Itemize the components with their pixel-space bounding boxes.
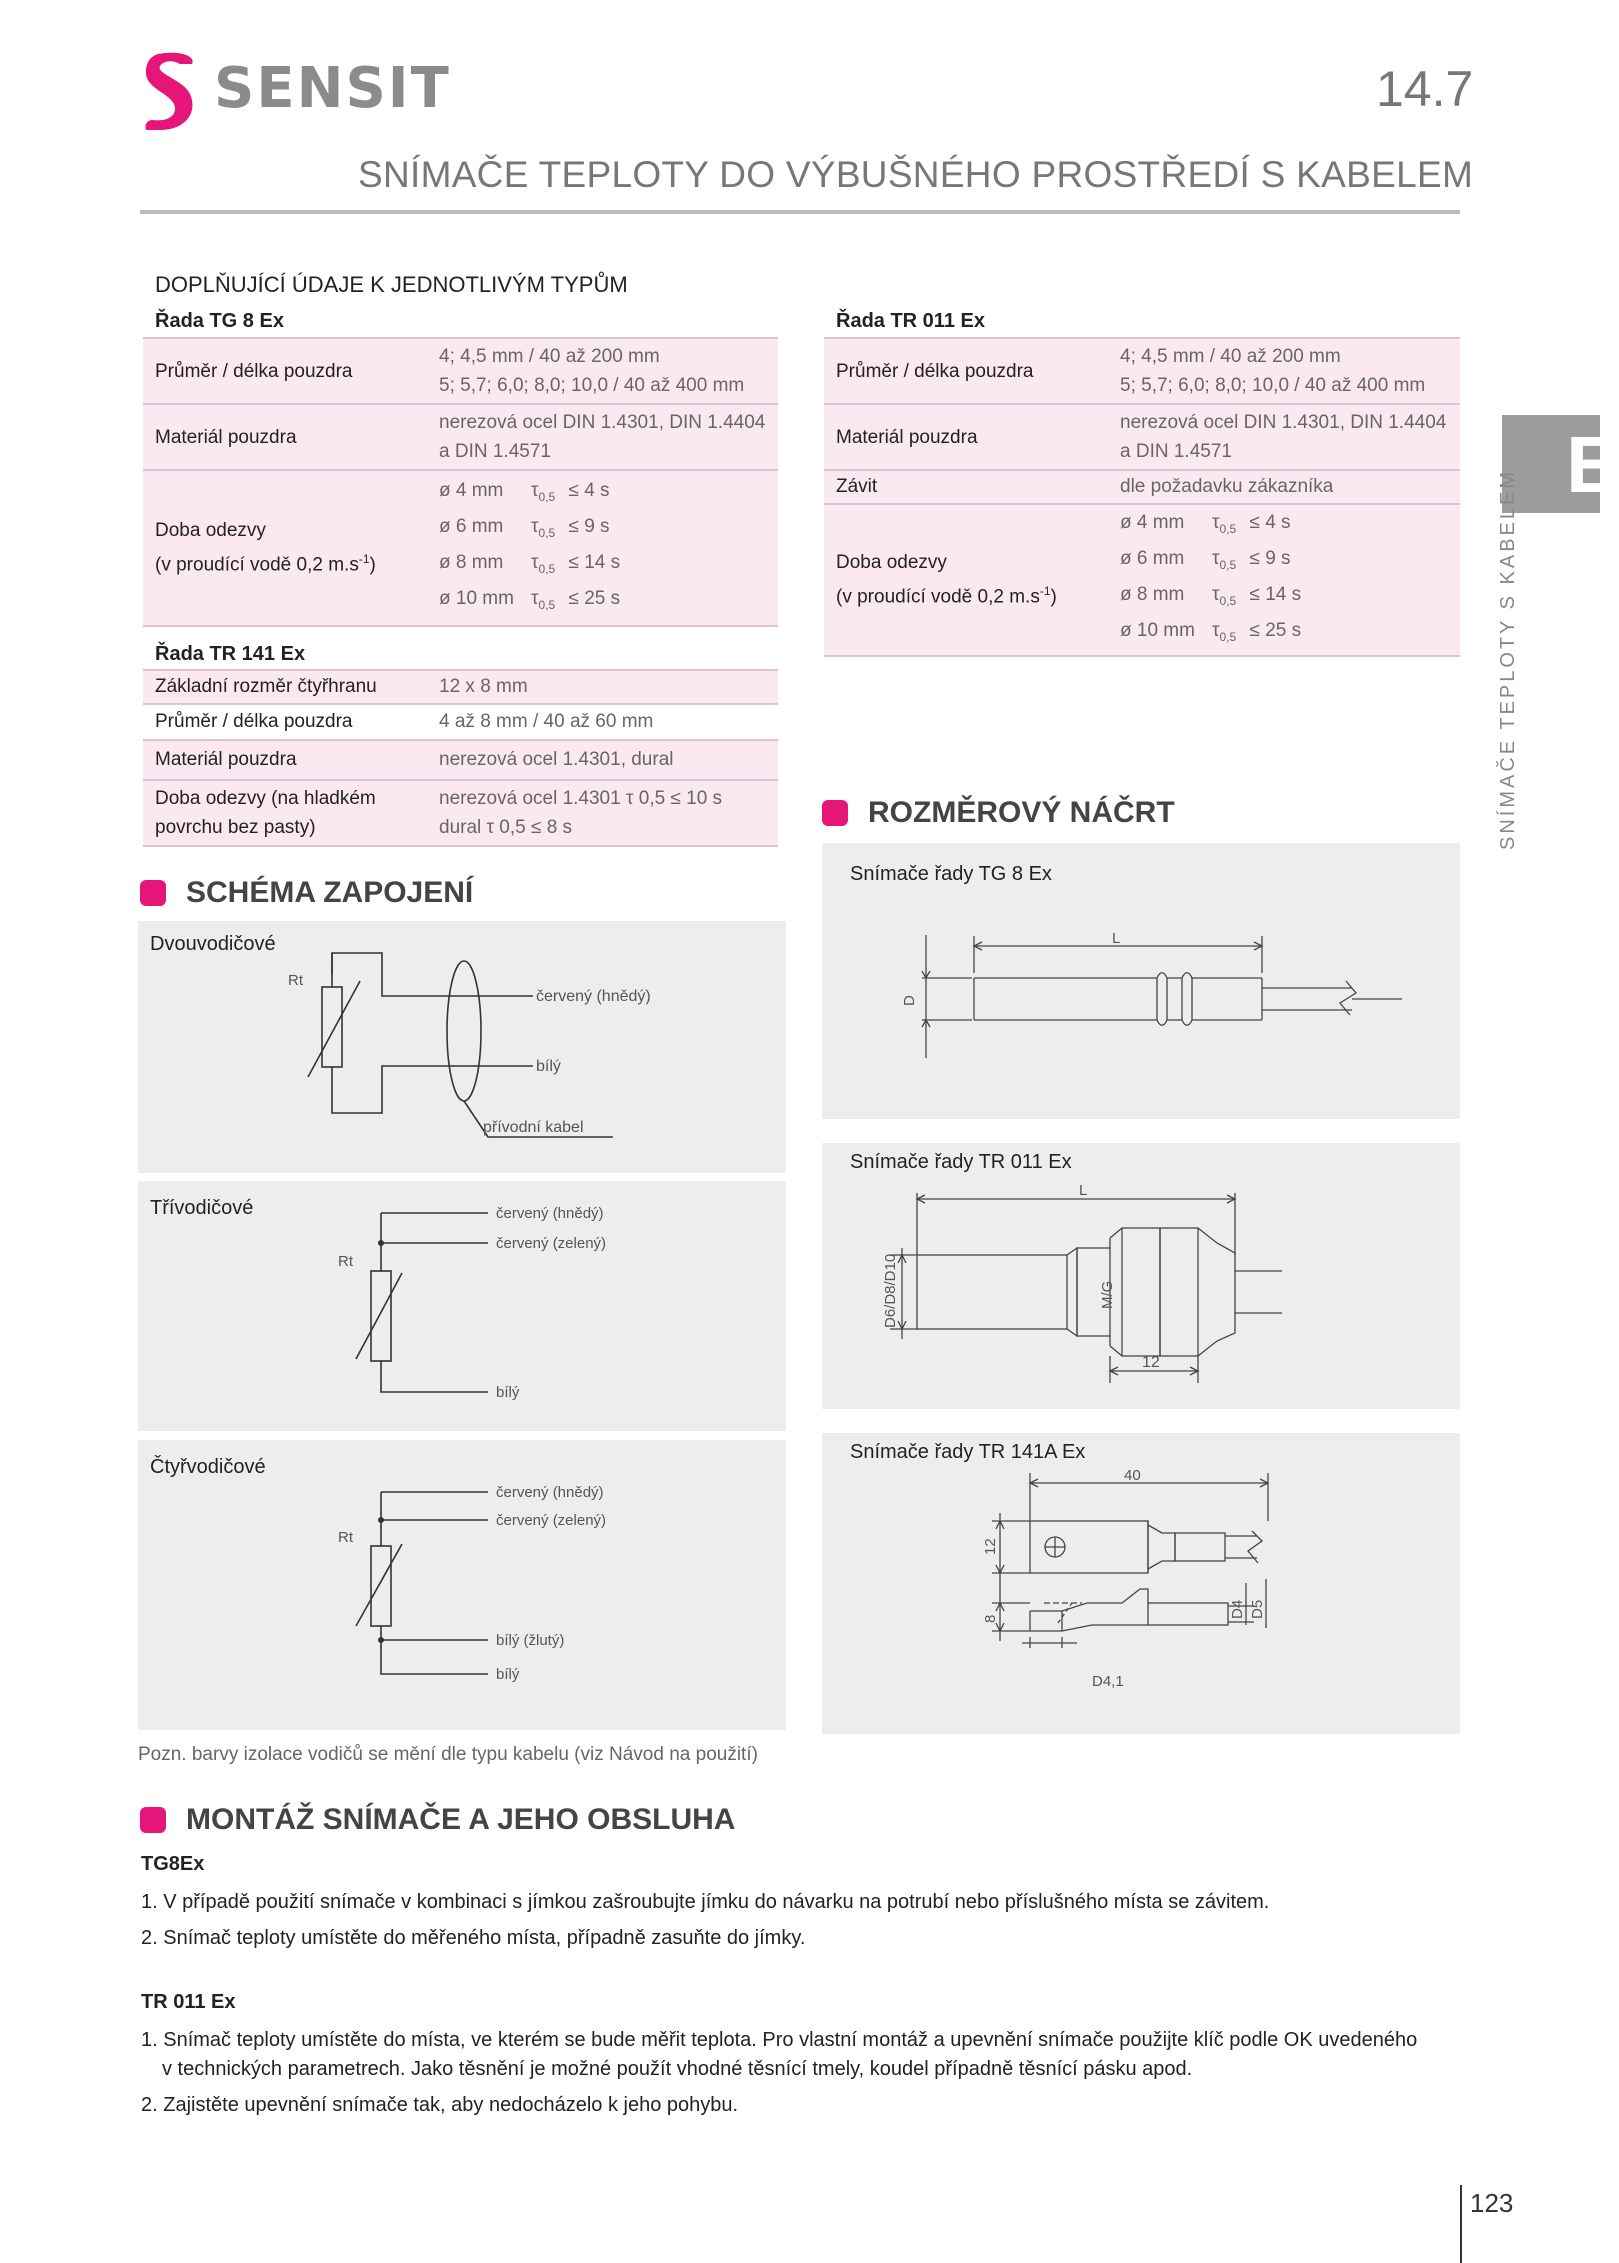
table-row [143,740,778,780]
wire-label-white: bílý [496,1666,520,1683]
wire-label-green: červený (zelený) [496,1235,607,1252]
dim-8: 8 [982,1614,999,1623]
dimension-panel-tg8 [822,843,1460,1119]
resp-d: ø 6 mm [439,516,504,537]
spec-label [143,470,427,626]
spec-value [427,704,778,740]
resp-tau: τ [1212,620,1220,641]
section-tab-letter: E [1566,420,1619,509]
value-line: nerezová ocel DIN 1.4301, DIN 1.4404 [1120,412,1447,433]
mounting-title-tr011: TR 011 Ex [141,1991,236,2013]
dim-12: 12 [982,1538,999,1555]
resp-tau: τ [531,552,539,573]
resp-d: ø 8 mm [1120,584,1185,605]
resp-tau: τ [531,516,539,537]
resp-sub: 0,5 [1219,630,1237,644]
brand-name: SENSIT [214,56,451,121]
spec-table-tr141 [143,669,778,847]
side-vertical-title: SNÍMAČE TEPLOTY S KABELEM [1497,468,1519,850]
spec-label: Průměr / délka pouzdra [143,338,427,404]
spec-value [427,338,778,404]
wire-label-white-yellow: bílý (žlutý) [496,1632,565,1649]
resp-tau: τ [531,480,539,501]
spec-value [1108,504,1460,656]
spec-table-tg8 [143,337,778,627]
wire-label-white: bílý [536,1058,561,1075]
spec-value [1108,470,1460,504]
wire-label-white: bílý [496,1384,520,1401]
resp-rel: ≤ [568,552,579,573]
resp-t: 9 s [584,516,610,537]
spec-value [427,470,778,626]
list-item: 2. Snímač teploty umístěte do měřeného místa, případně zasuňte do jímky. [141,1927,806,1949]
label-text: (v proudící vodě 0,2 m.s [836,586,1040,608]
series-title-tr011: Řada TR 011 Ex [836,310,985,332]
dimension-panel-tr141 [822,1433,1460,1734]
dim-D5: D5 [1249,1599,1266,1619]
label-tail: ) [1050,586,1057,608]
list-item: 1. Snímač teploty umístěte do místa, ve kterém se bude měřit teplota. Pro vlastní montáž a upevnění snímače použijte klíč podle OK uvedeného [141,2029,1418,2051]
wire-label-red: červený (hnědý) [496,1205,604,1222]
specs-caption: DOPLŇUJÍCÍ ÚDAJE K JEDNOTLIVÝM TYPŮM [155,272,628,297]
spec-label: Doba odezvy (na hladkém povrchu bez pasty) [143,780,427,846]
resp-rel: ≤ [1249,620,1260,641]
panel-title: Snímače řady TG 8 Ex [850,863,1052,885]
resp-sub: 0,5 [1219,594,1237,608]
dim-40: 40 [1124,1467,1141,1484]
mounting-heading-text: MONTÁŽ SNÍMAČE A JEHO OBSLUHA [186,1803,736,1836]
dim-12: 12 [1142,1354,1160,1371]
resp-d: ø 6 mm [1120,548,1185,569]
dim-D: D6/D8/D10 [882,1253,899,1328]
resp-rel: ≤ [568,588,579,609]
series-title-tr141: Řada TR 141 Ex [155,643,306,665]
spec-label: Základní rozměr čtyřhranu [143,670,427,704]
panel-title: Dvouvodičové [150,933,276,955]
drawing-tr141 [822,1433,1460,1734]
spec-value [1108,404,1460,470]
value-line: 12 x 8 mm [439,676,528,697]
resp-t: 9 s [1265,548,1291,569]
resp-sub: 0,5 [538,562,556,576]
resp-rel: ≤ [1249,548,1260,569]
dim-D4: D4 [1229,1599,1246,1619]
dim-L: L [1112,930,1121,947]
value-line: 4; 4,5 mm / 40 až 200 mm [1120,346,1341,367]
footer-rule [1460,2185,1462,2263]
value-line: 5; 5,7; 6,0; 8,0; 10,0 / 40 až 400 mm [1120,375,1426,396]
series-title-tg8: Řada TG 8 Ex [155,310,284,332]
spec-label: Materiál pouzdra [143,740,427,780]
resp-rel: ≤ [568,516,579,537]
table-row [824,404,1460,470]
value-line: nerezová ocel 1.4301 τ 0,5 ≤ 10 s [439,788,723,809]
rt-label: Rt [338,1529,353,1546]
wiring-panel-two [138,921,786,1173]
chapter-number: 14.7 [1376,61,1474,117]
resp-d: ø 4 mm [439,480,504,501]
resp-sub: 0,5 [538,490,556,504]
spec-label: Závit [824,470,1108,504]
wire-label-red: červený (hnědý) [536,988,651,1005]
table-row [143,780,778,846]
spec-value [427,404,778,470]
resp-tau: τ [531,588,539,609]
resp-t: 4 s [1265,512,1291,533]
value-line: 5; 5,7; 6,0; 8,0; 10,0 / 40 až 400 mm [439,375,745,396]
logo [140,50,470,135]
table-row [824,470,1460,504]
wiring-diagram-four [138,1440,786,1730]
value-line: nerezová ocel 1.4301, dural [439,749,674,770]
panel-title: Čtyřvodičové [150,1456,266,1478]
cable-label: přívodní kabel [483,1119,584,1136]
value-line: nerezová ocel DIN 1.4301, DIN 1.4404 [439,412,766,433]
table-row [143,670,778,704]
response-line [1120,580,1448,616]
spec-value [1108,338,1460,404]
label-line [836,577,1096,611]
response-line [1120,508,1448,544]
resp-d: ø 10 mm [1120,620,1195,641]
label-line [155,545,415,579]
response-line [439,476,766,512]
resp-tau: τ [1212,584,1220,605]
wiring-diagram-two [138,921,786,1173]
dim-L: L [1079,1182,1088,1199]
spec-value [427,740,778,780]
value-line: a DIN 1.4571 [439,441,551,462]
header-rule [140,210,1460,214]
heading-bullet-icon [822,800,848,826]
resp-rel: ≤ [568,480,579,501]
drawing-tg8 [822,843,1460,1119]
resp-tau: τ [1212,548,1220,569]
response-line [439,548,766,584]
table-row [143,404,778,470]
spec-table-tr011 [824,337,1460,657]
drawing-tr011 [822,1143,1460,1409]
label-line: Doba odezvy [155,520,266,542]
mounting-title-tg8: TG8Ex [141,1853,205,1875]
resp-sub: 0,5 [538,598,556,612]
resp-d: ø 10 mm [439,588,514,609]
label-line: Doba odezvy [836,552,947,574]
panel-title: Snímače řady TR 011 Ex [850,1151,1072,1173]
list-item: 2. Zajistěte upevnění snímače tak, aby nedocházelo k jeho pohybu. [141,2094,739,2116]
dimension-panel-tr011 [822,1143,1460,1409]
list-item: 1. V případě použití snímače v kombinaci s jímkou zašroubujte jímku do návarku na potrubí nebo příslušného místa se závitem. [141,1891,1270,1913]
panel-title: Třívodičové [150,1197,254,1219]
response-line [1120,544,1448,580]
resp-t: 14 s [1265,584,1302,605]
dim-D41: D4,1 [1092,1673,1124,1690]
heading-bullet-icon [140,1807,166,1833]
label-text: (v proudící vodě 0,2 m.s [155,554,359,576]
spec-label [824,504,1108,656]
value-line: a DIN 1.4571 [1120,441,1232,462]
table-row [824,338,1460,404]
mounting-heading [140,1803,735,1837]
dim-MG: M/G [1099,1280,1116,1309]
page-number: 123 [1470,2188,1514,2218]
spec-label: Průměr / délka pouzdra [824,338,1108,404]
dim-D: D [901,995,918,1006]
label-tail: ) [369,554,376,576]
resp-sub: 0,5 [538,526,556,540]
resp-t: 25 s [584,588,621,609]
wiring-panel-three [138,1181,786,1431]
spec-value [427,780,778,846]
rt-label: Rt [338,1253,353,1270]
spec-label: Materiál pouzdra [143,404,427,470]
resp-d: ø 4 mm [1120,512,1185,533]
wire-label-red: červený (hnědý) [496,1484,604,1501]
response-line [439,512,766,548]
resp-d: ø 8 mm [439,552,504,573]
resp-t: 25 s [1265,620,1302,641]
spec-value [427,670,778,704]
label-sup: -1 [1039,584,1051,599]
wire-label-green: červený (zelený) [496,1512,607,1529]
spec-label: Materiál pouzdra [824,404,1108,470]
wiring-heading [140,876,473,910]
heading-bullet-icon [140,880,166,906]
wiring-diagram-three [138,1181,786,1431]
rt-label: Rt [288,972,303,989]
spec-label: Průměr / délka pouzdra [143,704,427,740]
sensit-logo-icon [140,50,202,134]
table-row [824,504,1460,656]
resp-rel: ≤ [1249,584,1260,605]
value-line: 4; 4,5 mm / 40 až 200 mm [439,346,660,367]
value-line: dural τ 0,5 ≤ 8 s [439,817,573,838]
table-row [143,338,778,404]
resp-sub: 0,5 [1219,522,1237,536]
resp-rel: ≤ [1249,512,1260,533]
resp-t: 14 s [584,552,621,573]
panel-title: Snímače řady TR 141A Ex [850,1441,1086,1463]
value-line: dle požadavku zákazníka [1120,476,1334,497]
list-item-continuation: v technických parametrech. Jako těsnění je možné použít vhodné těsnící tmely, koudel případně těsnící pásku apod. [162,2058,1193,2080]
wiring-heading-text: SCHÉMA ZAPOJENÍ [186,876,474,909]
response-line [1120,616,1448,652]
wiring-note: Pozn. barvy izolace vodičů se mění dle typu kabelu (viz Návod na použití) [138,1744,758,1765]
table-row [143,704,778,740]
resp-t: 4 s [584,480,610,501]
value-line: 4 až 8 mm / 40 až 60 mm [439,711,654,732]
resp-tau: τ [1212,512,1220,533]
dimensions-heading [822,796,1175,830]
page-title: SNÍMAČE TEPLOTY DO VÝBUŠNÉHO PROSTŘEDÍ S KABELEM [358,154,1474,195]
dimensions-heading-text: ROZMĚROVÝ NÁČRT [868,796,1175,829]
table-row [143,470,778,626]
label-sup: -1 [358,552,370,567]
resp-sub: 0,5 [1219,558,1237,572]
response-line [439,584,766,620]
wiring-panel-four [138,1440,786,1730]
